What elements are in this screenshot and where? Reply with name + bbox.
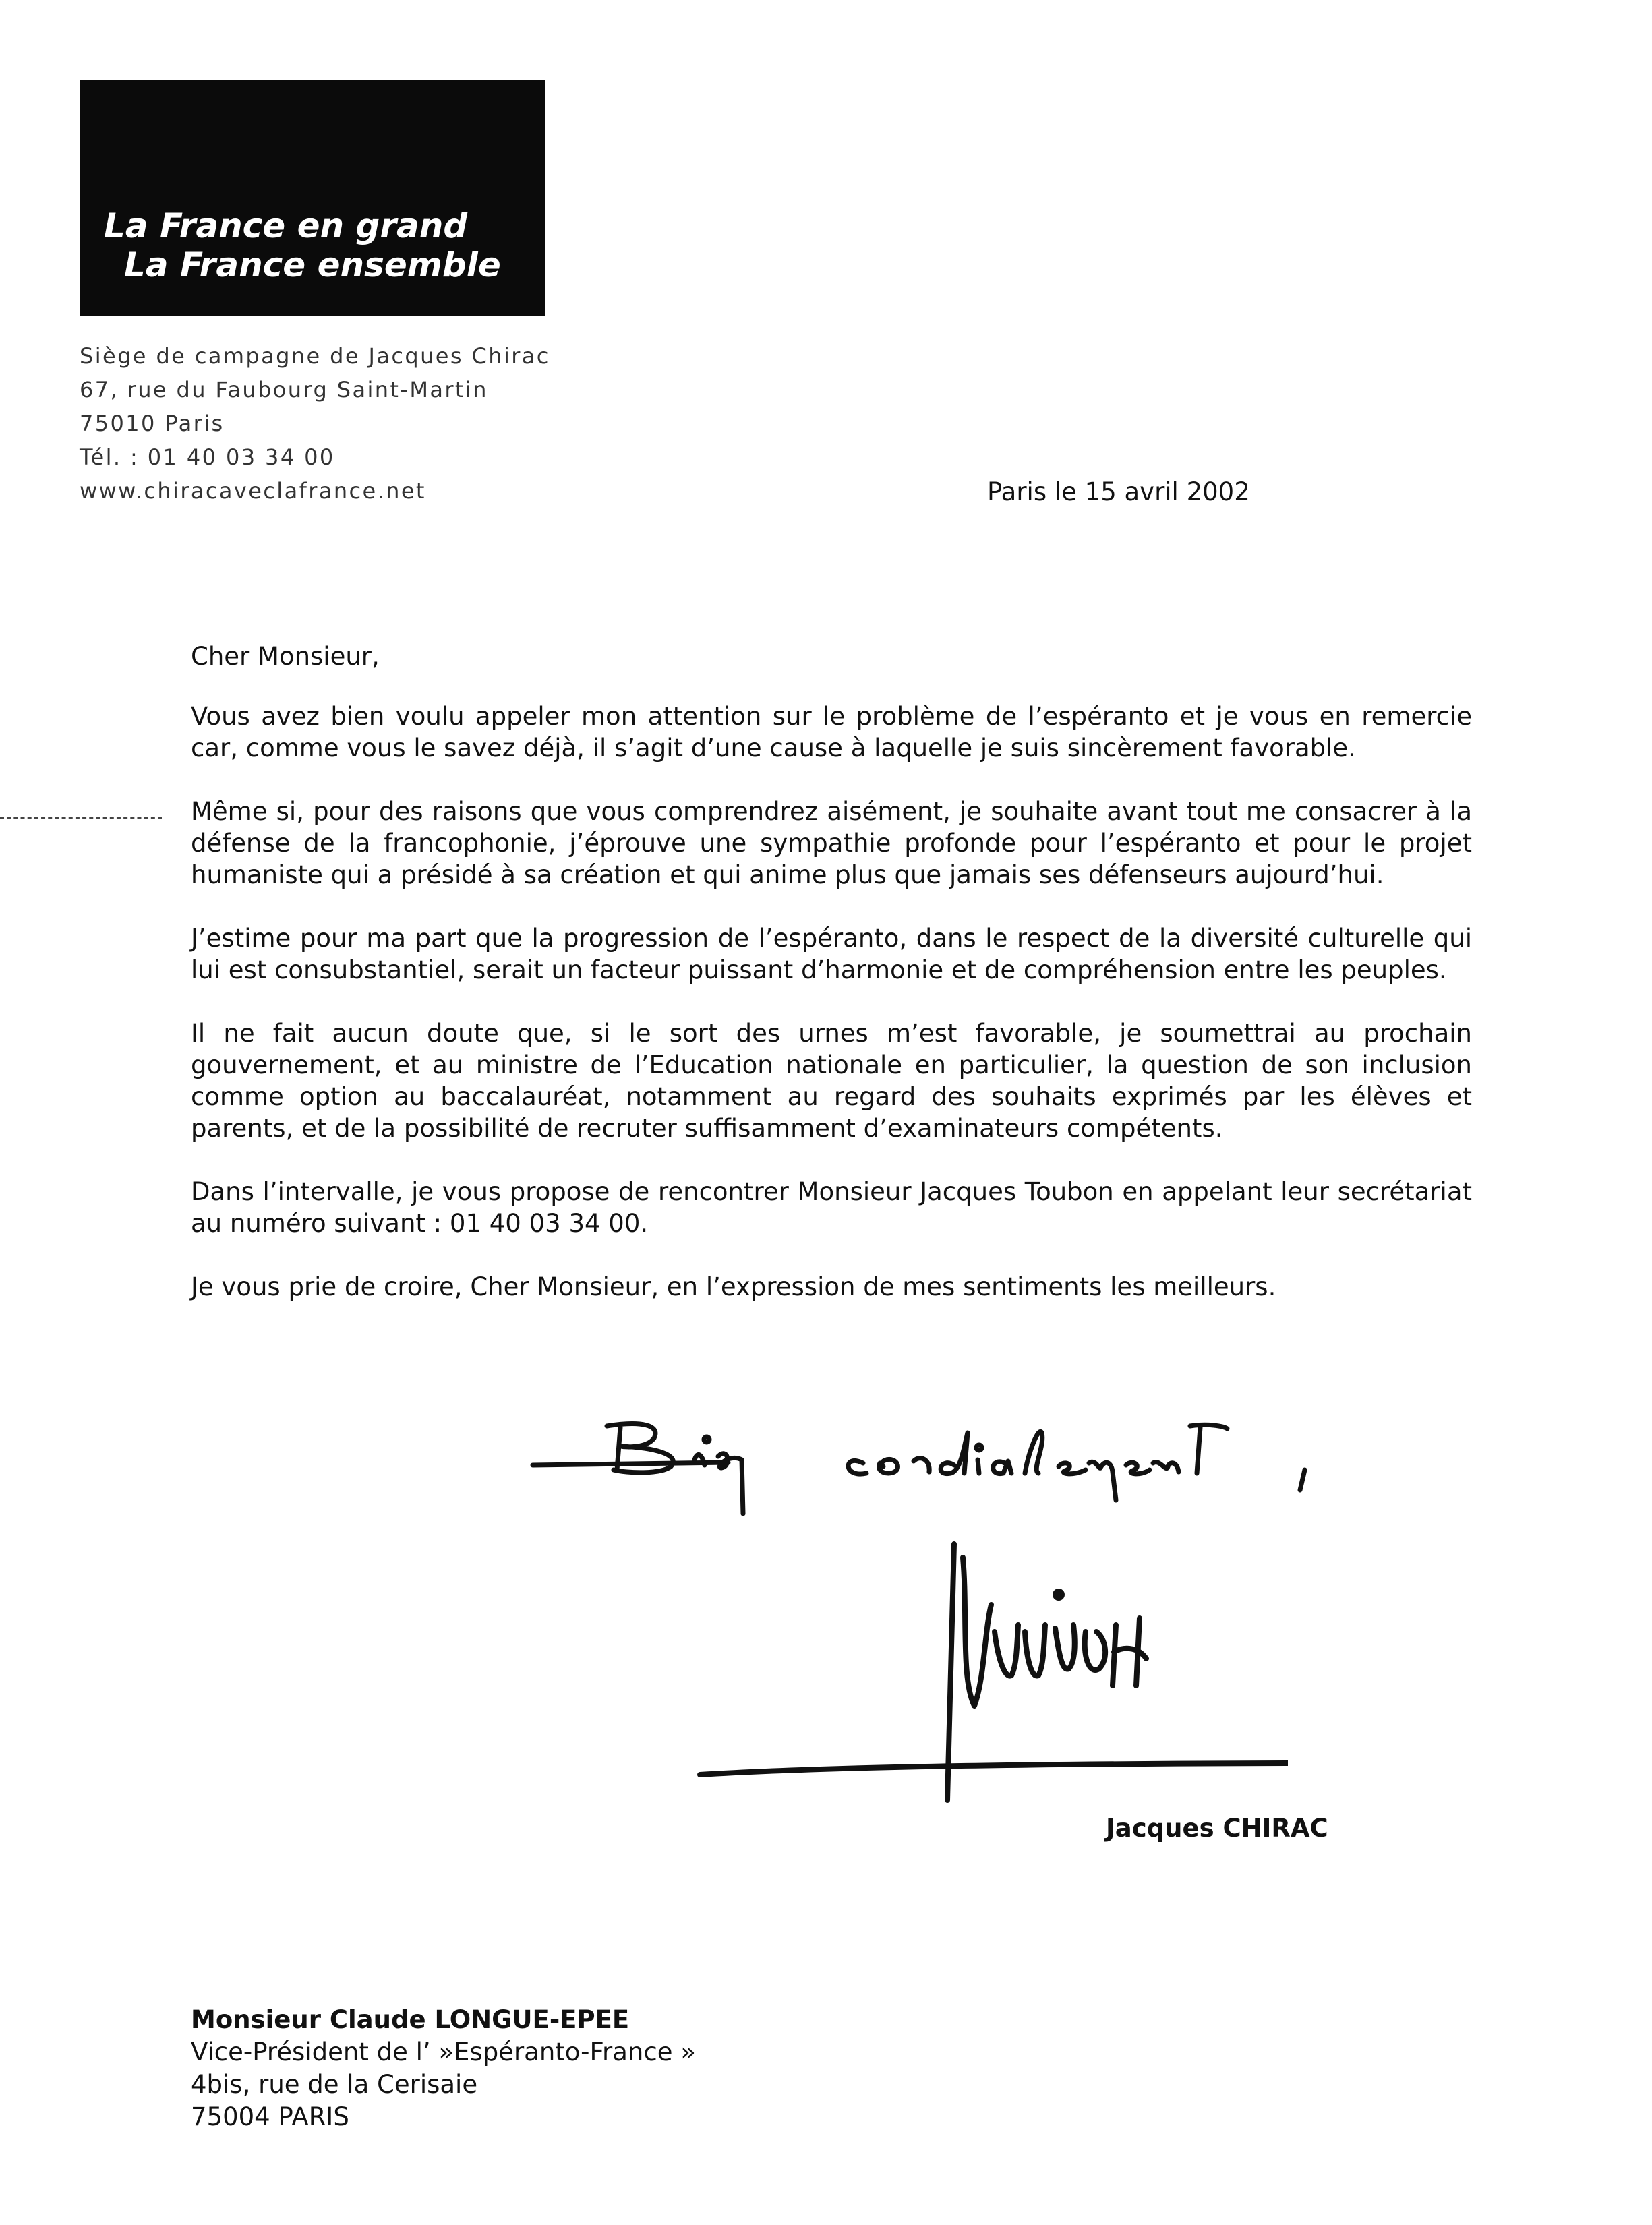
recipient-street: 4bis, rue de la Cerisaie [191,2070,478,2099]
signature [695,1531,1288,1814]
recipient-city: 75004 PARIS [191,2102,349,2131]
recipient-name: Monsieur Claude LONGUE-EPEE [191,2005,630,2034]
letter-date: Paris le 15 avril 2002 [987,477,1250,506]
paragraph: J’estime pour ma part que la progression de l’espéranto, dans le respect de la diversité culturelle qui lui est consubstantiel, serait un facteur puissant d’harmonie et de compréhension entre les peuples. [191,924,1472,984]
letter-body [191,641,1472,1334]
handwritten-closing [526,1406,1349,1520]
margin-mark [0,817,162,819]
logo-line-1: La France en grand [104,206,468,245]
sender-line-2: 67, rue du Faubourg Saint-Martin [80,377,488,403]
sender-line-4: Tél. : 01 40 03 34 00 [80,444,335,470]
paragraph: Il ne fait aucun doute que, si le sort des urnes m’est favorable, je soumettrai au prochain gouvernement, et au ministre de l’Education nationale en particulier, la question de son inclusion comme option au baccalauréat, notamment au regard des souhaits exprimés par les élèves et parents, et de la possibilité de recruter suffisamment d’examinateurs compétents. [191,1019,1472,1143]
paragraph: Même si, pour des raisons que vous comprendrez aisément, je souhaite avant tout me consacrer à la défense de la francophonie, j’éprouve une sympathie profonde pour l’espéranto et pour le projet humaniste qui a présidé à sa création et qui anime plus que jamais ses défenseurs aujourd’hui. [191,797,1472,889]
recipient-title: Vice-Président de l’ »Espéranto-France » [191,2038,696,2067]
paragraph: Vous avez bien voulu appeler mon attention sur le problème de l’espéranto et je vous en remercie car, comme vous le savez déjà, il s’agit d’une cause à laquelle je suis sincèrement favorable. [191,702,1472,763]
logo-line-2: La France ensemble [124,245,501,285]
sender-website: www.chiracaveclafrance.net [80,478,426,504]
sender-line-3: 75010 Paris [80,411,225,436]
sender-address [80,339,550,508]
paragraph: Je vous prie de croire, Cher Monsieur, en l’expression de mes sentiments les meilleurs. [191,1272,1276,1301]
greeting: Cher Monsieur, [191,642,380,671]
paragraph: Dans l’intervalle, je vous propose de rencontrer Monsieur Jacques Toubon en appelant leur secrétariat au numéro suivant : 01 40 03 34 00. [191,1177,1472,1238]
sender-line-1: Siège de campagne de Jacques Chirac [80,343,550,369]
recipient-address [191,2004,696,2133]
campaign-logo [80,80,545,316]
signer-name: Jacques CHIRAC [1106,1814,1328,1843]
